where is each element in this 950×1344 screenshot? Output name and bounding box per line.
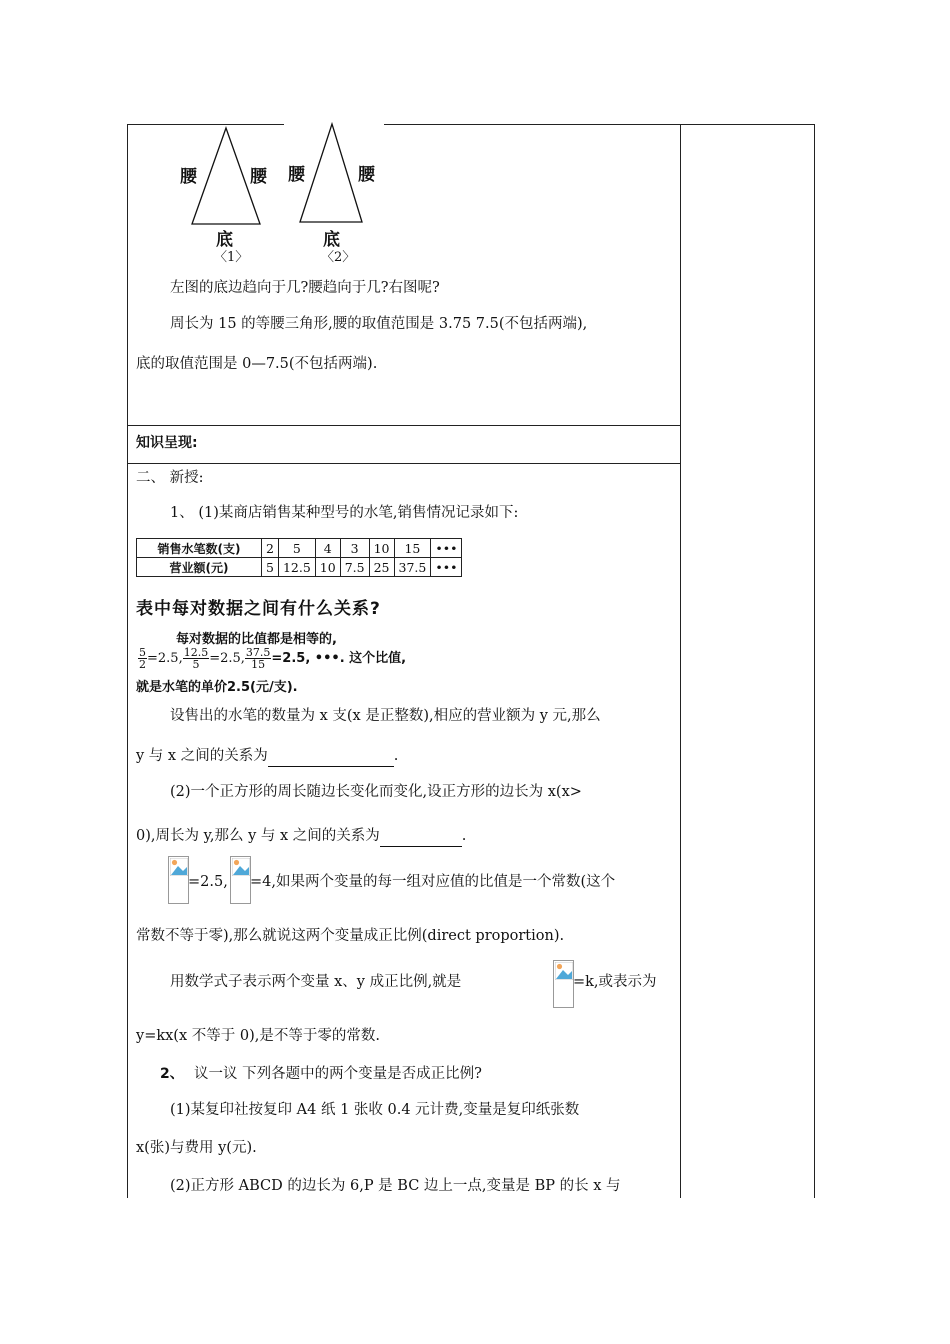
intro-question: 左图的底边趋向于几?腰趋向于几?右图呢?: [170, 280, 440, 296]
broken-image-icon: [232, 858, 250, 876]
table-cell: 3: [340, 539, 369, 558]
fraction: $\frac{12.5}{5}$: [183, 646, 209, 671]
triangle-1-base-label: 底: [216, 230, 233, 250]
triangle-1-leg-right-label: 腰: [250, 167, 267, 187]
section-new-heading: 二、 新授:: [136, 470, 204, 486]
expression-line-1b: =k,或表示为: [573, 974, 657, 990]
triangle-2-base-label: 底: [323, 230, 340, 250]
fraction: $\frac{5}{2}$: [139, 646, 146, 671]
definition-line-1a: =2.5,: [188, 874, 228, 890]
question-2-line-1: (2)正方形 ABCD 的边长为 6,P 是 BC 边上一点,变量是 BP 的长 x 与: [170, 1178, 621, 1194]
table-cell: 5: [262, 558, 279, 577]
item-2-number: 2、: [160, 1066, 184, 1082]
table-middle-border: [680, 124, 681, 1198]
fraction: $\frac{37.5}{15}$: [245, 646, 271, 671]
item-1-title: 1、 (1)某商店销售某种型号的水笔,销售情况记录如下:: [170, 505, 519, 521]
table-cell: 37.5: [394, 558, 431, 577]
missing-image-placeholder: [168, 856, 189, 904]
intro-paragraph-line-2: 底的取值范围是 0—7.5(不包括两端).: [136, 356, 378, 372]
definition-line-2: 常数不等于零),那么就说这两个变量成正比例(direct proportion).: [136, 928, 565, 944]
table-cell: 15: [394, 539, 431, 558]
expression-line-2: y=kx(x 不等于 0),是不等于零的常数.: [136, 1028, 380, 1044]
broken-image-icon: [170, 858, 188, 876]
missing-image-placeholder: [230, 856, 251, 904]
ratio-answer-line-2: $\frac{5}{2}$ =2.5, $\frac{12.5}{5}$ =2.5, $\frac{37.5}{15}$ =2.5, •••. 这个比值,: [139, 646, 407, 671]
triangle-2-leg-right-label: 腰: [358, 165, 375, 185]
table-cell: •••: [431, 558, 462, 577]
triangle-2-caption: 〈2〉: [321, 250, 356, 265]
square-paragraph-line-2: 0),周长为 y,那么 y 与 x 之间的关系为 .: [136, 826, 466, 847]
ratio-answer-line-3: 就是水笔的单价2.5(元/支).: [136, 680, 298, 695]
ratio-answer-line-1: 每对数据的比值都是相等的,: [176, 632, 337, 647]
broken-image-icon: [555, 962, 573, 980]
table-cell: 12.5: [278, 558, 315, 577]
triangle-1-caption: 〈1〉: [214, 250, 249, 265]
question-1-line-1: (1)某复印社按复印 A4 纸 1 张收 0.4 元计费,变量是复印纸张数: [170, 1102, 580, 1118]
table-cell: 7.5: [340, 558, 369, 577]
table-left-border: [127, 124, 128, 1198]
sales-table: [136, 538, 462, 577]
table-cell: 2: [262, 539, 279, 558]
table-row: [137, 558, 462, 577]
pen-paragraph-line-2: y 与 x 之间的关系为 .: [136, 746, 398, 767]
table-cell: 10: [369, 539, 394, 558]
table-cell-header: 销售水笔数(支): [137, 539, 262, 558]
table-cell-header: 营业额(元): [137, 558, 262, 577]
row-divider-2: [127, 463, 681, 464]
missing-image-placeholder: [553, 960, 574, 1008]
pen-paragraph-line-1: 设售出的水笔的数量为 x 支(x 是正整数),相应的营业额为 y 元,那么: [170, 708, 601, 724]
row-divider-1: [127, 425, 681, 426]
answer-blank[interactable]: [268, 746, 394, 767]
square-paragraph-line-1: (2)一个正方形的周长随边长变化而变化,设正方形的边长为 x(x>: [170, 784, 582, 800]
answer-blank[interactable]: [380, 826, 462, 847]
triangle-1-leg-left-label: 腰: [180, 167, 197, 187]
expression-line-1a: 用数学式子表示两个变量 x、y 成正比例,就是: [170, 974, 462, 990]
table-cell: 5: [278, 539, 315, 558]
table-right-border: [814, 124, 815, 1198]
section-knowledge-heading: 知识呈现:: [136, 435, 198, 451]
triangle-2-leg-left-label: 腰: [288, 165, 305, 185]
item-2-title: 议一议 下列各题中的两个变量是否成正比例?: [194, 1066, 482, 1082]
relation-question: 表中每对数据之间有什么关系?: [136, 599, 381, 619]
triangle-2-shape: [300, 124, 362, 222]
table-row: [137, 539, 462, 558]
isosceles-triangle-diagram: [130, 120, 450, 270]
table-cell: 4: [315, 539, 340, 558]
definition-line-1b: =4,如果两个变量的每一组对应值的比值是一个常数(这个: [250, 874, 616, 890]
table-cell: 25: [369, 558, 394, 577]
question-1-line-2: x(张)与费用 y(元).: [136, 1140, 257, 1156]
table-cell: •••: [431, 539, 462, 558]
intro-paragraph-line-1: 周长为 15 的等腰三角形,腰的取值范围是 3.75 7.5(不包括两端),: [170, 316, 588, 332]
table-cell: 10: [315, 558, 340, 577]
